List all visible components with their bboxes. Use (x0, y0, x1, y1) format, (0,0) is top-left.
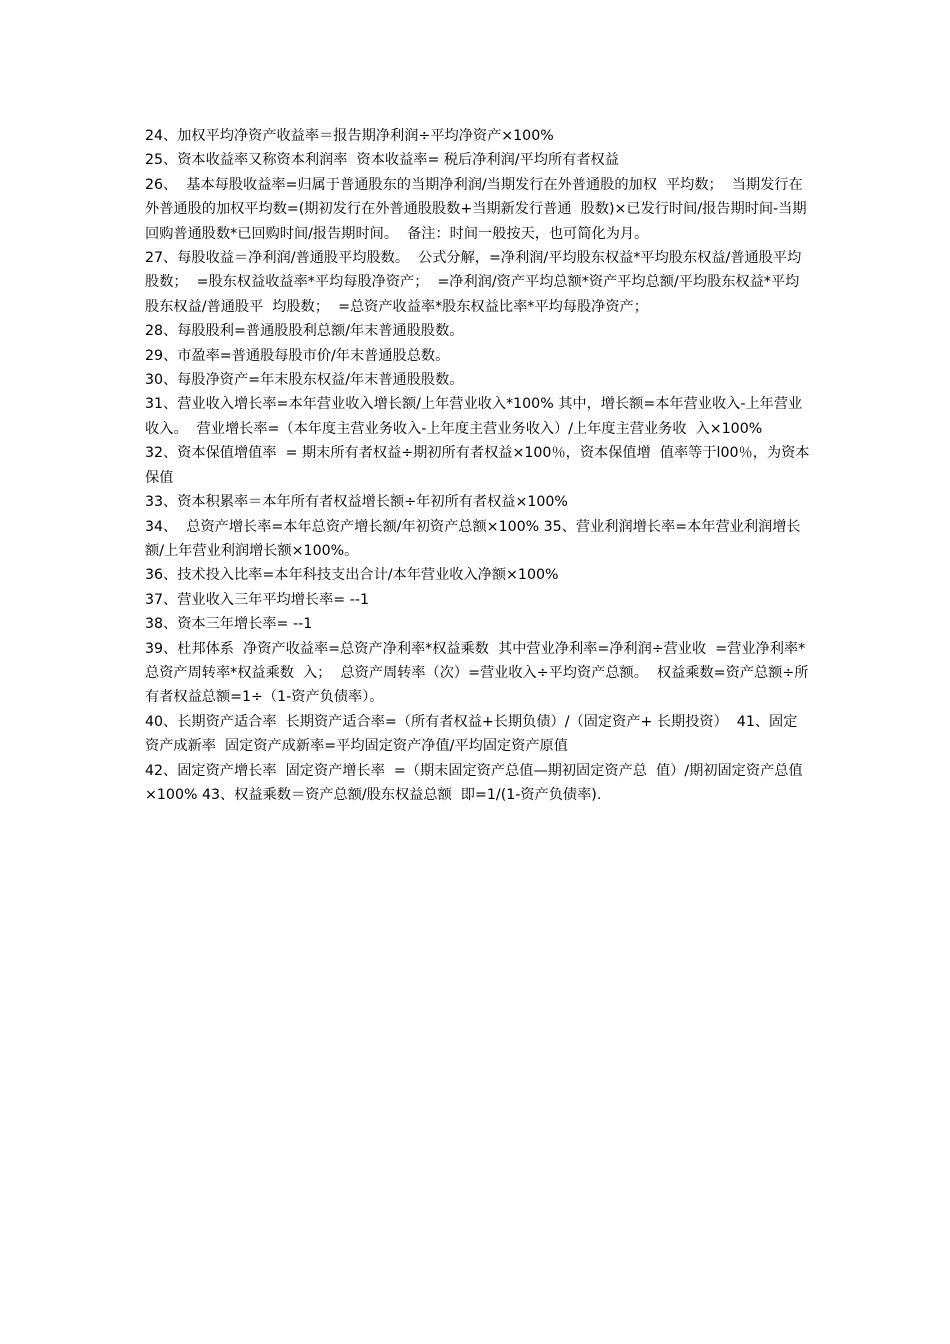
formula-paragraph-30: 30、每股净资产=年末股东权益/年末普通股股数。 (145, 372, 464, 389)
formula-paragraph-42-43: 42、固定资产增长率 固定资产增长率 =（期末固定资产总值—期初固定资产总 值）/期初固定资产总值×100% 43、权益乘数＝资产总额/股东权益总额 即=1/(1-资产负债率). (145, 762, 803, 803)
formula-paragraph-29: 29、市盈率=普通股每股市价/年末普通股总数。 (145, 347, 450, 364)
formula-paragraph-40-41: 40、长期资产适合率 长期资产适合率=（所有者权益+长期负债）/（固定资产+ 长期投资） 41、固定资产成新率 固定资产成新率=平均固定资产净值/平均固定资产原值 (145, 713, 798, 755)
formula-paragraph-25: 25、资本收益率又称资本利润率 资本收益率= 税后净利润/平均所有者权益 (145, 152, 619, 169)
formula-paragraph-28: 28、每股股利=普通股股利总额/年末普通股股数。 (145, 323, 464, 340)
formula-paragraph-32: 32、资本保值增值率 = 期末所有者权益÷期初所有者权益×100％，资本保值增 值率等于l00％，为资本保值 (145, 445, 810, 486)
formula-paragraph-36: 36、技术投入比率=本年科技支出合计/本年营业收入净额×100% (145, 567, 559, 584)
document-body (145, 124, 810, 807)
formula-paragraph-24: 24、加权平均净资产收益率＝报告期净利润÷平均净资产×100% (145, 128, 554, 144)
formula-paragraph-34-35: 34、 总资产增长率=本年总资产增长额/年初资产总额×100% 35、营业利润增长率=本年营业利润增长额/上年营业利润增长额×100%。 (145, 518, 801, 559)
formula-paragraph-39: 39、杜邦体系 净资产收益率=总资产净利率*权益乘数 其中营业净利率=净利润÷营业收 =营业净利率*总资产周转率*权益乘数 入； 总资产周转率（次）=营业收入÷平均资产总额。 权益乘数=资产总额÷所有者权益总额=1÷（1-资产负债率）。 (145, 640, 809, 706)
formula-paragraph-37: 37、营业收入三年平均增长率= --1 (145, 591, 369, 608)
formula-paragraph-27: 27、每股收益＝净利润/普通股平均股数。 公式分解，=净利润/平均股东权益*平均股东权益/普通股平均股数； =股东权益收益率*平均每股净资产； =净利润/资产平均总额*资产平均总额/平均股东权益*平均股东权益/普通股平 均股数； =总资产收益率*股东权益比率*平均每股净资产； (145, 250, 802, 315)
formula-paragraph-38: 38、资本三年增长率= --1 (145, 616, 313, 633)
formula-paragraph-26: 26、 基本每股收益率=归属于普通股东的当期净利润/当期发行在外普通股的加权 平均数； 当期发行在外普通股的加权平均数=(期初发行在外普通股股数+当期新发行普通 股数)×已发行时间/报告期时间-当期回购普通股数*已回购时间/报告期时间。 备注：时间一般按天，也可简化为月。 (145, 176, 807, 242)
formula-paragraph-33: 33、资本积累率＝本年所有者权益增长额÷年初所有者权益×100% (145, 494, 568, 511)
formula-paragraph-31: 31、营业收入增长率=本年营业收入增长额/上年营业收入*100% 其中，增长额=本年营业收入-上年营业收入。 营业增长率=（本年度主营业务收入-上年度主营业务收入）/上年度主营业务收 入×100% (145, 396, 803, 437)
